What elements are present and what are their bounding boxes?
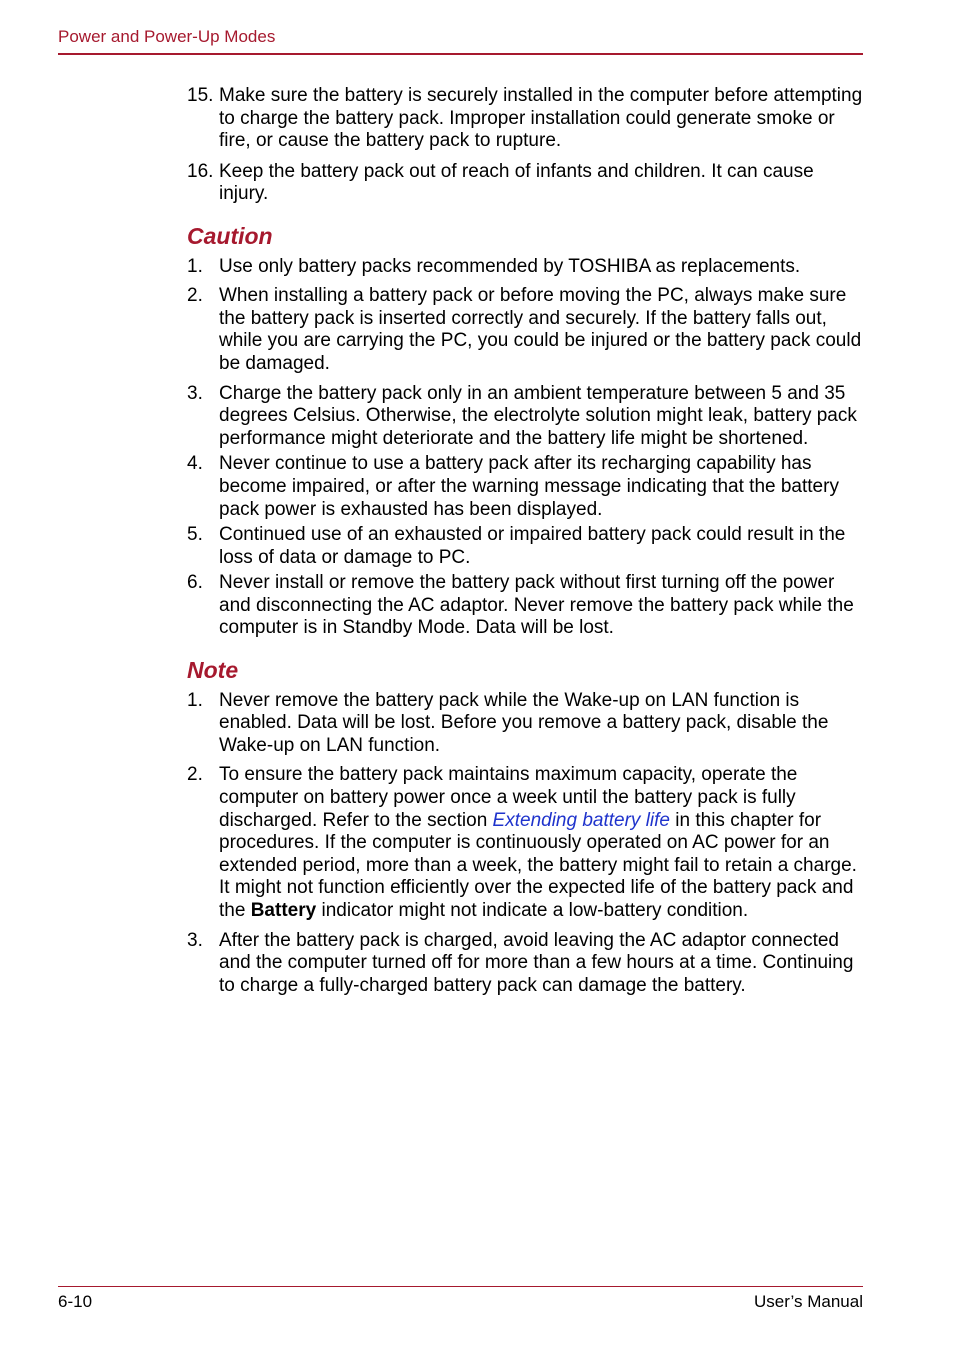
item-text: When installing a battery pack or before moving the PC, always make sure the battery pack is inserted correctly and securely. If the battery falls out, while you are carrying the PC, you could be injured or the battery pack could be damaged.	[219, 285, 862, 374]
list-item	[187, 764, 867, 922]
item-number: 1.	[187, 689, 203, 711]
item-number: 6.	[187, 572, 203, 594]
list-item	[187, 161, 867, 206]
item-text	[219, 764, 867, 922]
list-item	[187, 383, 867, 451]
item-number: 4.	[187, 453, 203, 475]
item-text: Use only battery packs recommended by TOSHIBA as replacements.	[219, 255, 801, 277]
manual-title: User’s Manual	[754, 1292, 863, 1311]
item-number: 5.	[187, 524, 203, 546]
item-number: 2.	[187, 285, 203, 307]
footer-divider	[58, 1286, 863, 1287]
item-text: Charge the battery pack only in an ambient temperature between 5 and 35 degrees Celsius. Otherwise, the electrolyte solution might leak, battery pack performance might deteriorate and the battery life might be shortened.	[219, 382, 857, 449]
page-number: 6-10	[58, 1292, 93, 1311]
battery-indicator-term: Battery	[250, 900, 317, 921]
item-text-part: indicator might not indicate a low-battery condition.	[316, 900, 749, 921]
item-text: Never remove the battery pack while the Wake-up on LAN function is enabled. Data will be lost. Before you remove a battery pack, disable the Wake-up on LAN function.	[219, 689, 829, 756]
item-number: 2.	[187, 764, 203, 786]
item-text-part: To ensure the battery pack maintains maximum capacity, operate the computer on battery power once a week until the battery pack is fully discharged. Refer to the section	[219, 764, 798, 831]
item-text: Make sure the battery is securely installed in the computer before attempting to charge the battery pack. Improper installation could generate smoke or fire, or cause the battery pack to rupture.	[219, 85, 863, 152]
list-item	[187, 690, 867, 758]
extending-battery-life-link[interactable]: Extending battery life	[492, 809, 670, 831]
item-number: 3.	[187, 929, 203, 951]
item-text: Keep the battery pack out of reach of infants and children. It can cause injury.	[219, 160, 814, 205]
running-header: Power and Power-Up Modes	[58, 27, 276, 46]
list-item	[187, 572, 867, 640]
list-item	[187, 256, 867, 279]
item-number: 15.	[187, 85, 214, 106]
list-item	[187, 285, 867, 375]
item-text: Never continue to use a battery pack after its recharging capability has become impaired, or after the warning message indicating that the battery pack power is exhausted has been displayed.	[219, 453, 839, 520]
item-text: Never install or remove the battery pack without first turning off the power and disconnecting the AC adaptor. Never remove the battery pack while the computer is in Standby Mode. Data will be lost.	[219, 572, 854, 639]
item-text: After the battery pack is charged, avoid leaving the AC adaptor connected and the computer turned off for more than a few hours at a time. Continuing to charge a fully-charged battery pack can damage the battery.	[219, 929, 854, 996]
item-number: 3.	[187, 382, 203, 404]
item-number: 1.	[187, 255, 203, 277]
list-item	[187, 524, 867, 569]
list-item	[187, 85, 867, 153]
item-text: Continued use of an exhausted or impaired battery pack could result in the loss of data or damage to PC.	[219, 524, 846, 568]
header-divider	[58, 53, 863, 55]
list-item	[187, 453, 867, 521]
main-content	[187, 85, 867, 997]
item-number: 16.	[187, 160, 214, 182]
caution-heading: Caution	[187, 222, 273, 249]
note-heading: Note	[187, 657, 239, 684]
list-item	[187, 930, 867, 998]
item-text-part: in this chapter for procedures. If the computer is continuously operated on AC power for an extended period, more than a week, the battery might fail to retain a charge. It might not function efficiently over the expected life of the battery pack and the	[219, 809, 857, 921]
